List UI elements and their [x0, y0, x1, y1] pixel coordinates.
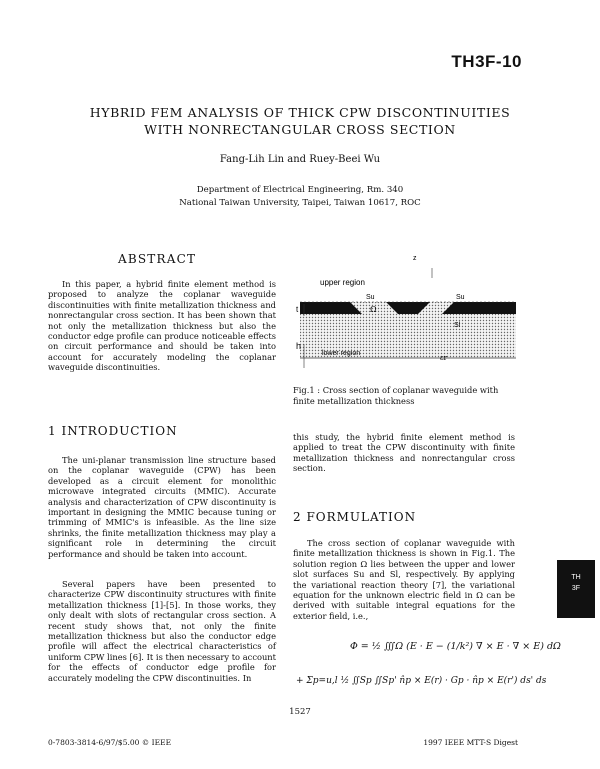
title-line-1: HYBRID FEM ANALYSIS OF THICK CPW DISCONTINUITIES — [89, 105, 511, 120]
side-tab-line-1: TH — [571, 574, 581, 581]
paper-id: TH3F-10 — [451, 52, 522, 71]
omega-label: Ω — [370, 305, 377, 314]
introduction-continued: this study, the hybrid finite element method is applied to treat the CPW discontinuity with finite metallization thickness and nonrectangular cross section. — [293, 432, 515, 474]
formulation-heading: 2 FORMULATION — [293, 510, 417, 524]
authors: Fang-Lih Lin and Ruey-Beei Wu — [219, 154, 381, 165]
figure-caption: Fig.1 : Cross section of coplanar waveguide with finite metallization thickness — [293, 385, 499, 406]
sl-label: Sl — [454, 322, 461, 329]
session-side-tab — [557, 560, 595, 618]
footer-copyright: 0-7803-3814-6/97/$5.00 © IEEE — [48, 738, 172, 747]
formulation-paragraph: The cross section of coplanar waveguide with finite metallization thickness is shown in Fig.1. The solution region Ω lies between the upper and lower slot surfaces Su and Sl, respectively. By applying the variational reaction theory [7], the variational equation for the unknown electric field in Ω can be derived with suitable integral equations for the exterior field, i.e., — [293, 538, 515, 621]
right-ground-conductor — [442, 302, 516, 314]
affiliation-line-2: National Taiwan University, Taipei, Taiwan 10617, ROC — [179, 198, 421, 208]
lower-region-label: lower region — [322, 350, 361, 357]
side-tab-line-2: 3F — [571, 585, 581, 592]
introduction-heading: 1 INTRODUCTION — [48, 424, 178, 438]
affiliation — [0, 184, 600, 210]
z-axis-label: z — [413, 255, 417, 262]
title-line-2: WITH NONRECTANGULAR CROSS SECTION — [144, 122, 456, 137]
paper-title — [40, 104, 560, 138]
abstract-text: In this paper, a hybrid finite element method is proposed to analyze the coplanar waveguide discontinuities with finite metallization thickness and nonrectangular cross section. It has been shown that not only the metallization thickness but also the conductor edge profile can produce noticeable effects on circuit performance and should be taken into account for accurately modeling the coplanar waveguide discontinuities. — [48, 279, 276, 373]
page-number: 1527 — [289, 707, 311, 717]
equation-1: Φ = ½ ∭Ω (E · E − (1/k²) ∇ × E · ∇ × E) dΩ — [350, 641, 561, 652]
su-left-label: Su — [366, 294, 375, 301]
t-label: t — [296, 305, 299, 314]
su-right-label: Su — [456, 294, 465, 301]
cpw-cross-section-diagram — [290, 250, 522, 380]
h-label: h — [296, 341, 302, 351]
footer-digest: 1997 IEEE MTT-S Digest — [423, 738, 518, 747]
affiliation-line-1: Department of Electrical Engineering, Rm. 340 — [196, 185, 404, 195]
abstract-heading: ABSTRACT — [118, 252, 197, 266]
epsilon-label: εr — [440, 354, 447, 362]
figure-1 — [290, 250, 522, 380]
upper-region-label: upper region — [320, 278, 365, 287]
introduction-paragraph-2: Several papers have been presented to characterize CPW discontinuity structures with finite metallization thickness [1]-[5]. In those works, they only dealt with slots of rectangular cross section. A recent study shows that, not only the finite metallization thickness but also the conductor edge profile will affect the electrical characteristics of uniform CPW lines [6]. It is then necessary to account for the effects of conductor edge profile for accurately modeling the CPW discontinuities. In — [48, 579, 276, 683]
introduction-paragraph-1: The uni-planar transmission line structure based on the coplanar waveguide (CPW) has been developed as a circuit element for monolithic microwave integrated circuits (MMIC). Accurate analysis and characterization of CPW discontinuity is important in designing the MMIC because tuning or trimming of MMIC's is infeasible. As the line size shrinks, the finite metallization thickness may play a significant role in determining the circuit performance and should be taken into account. — [48, 455, 276, 559]
equation-2: + Σp=u,l ½ ∬Sp ∬Sp' n̂p × E(r) · Gp · n̂p × E(r') ds' ds — [296, 676, 547, 686]
